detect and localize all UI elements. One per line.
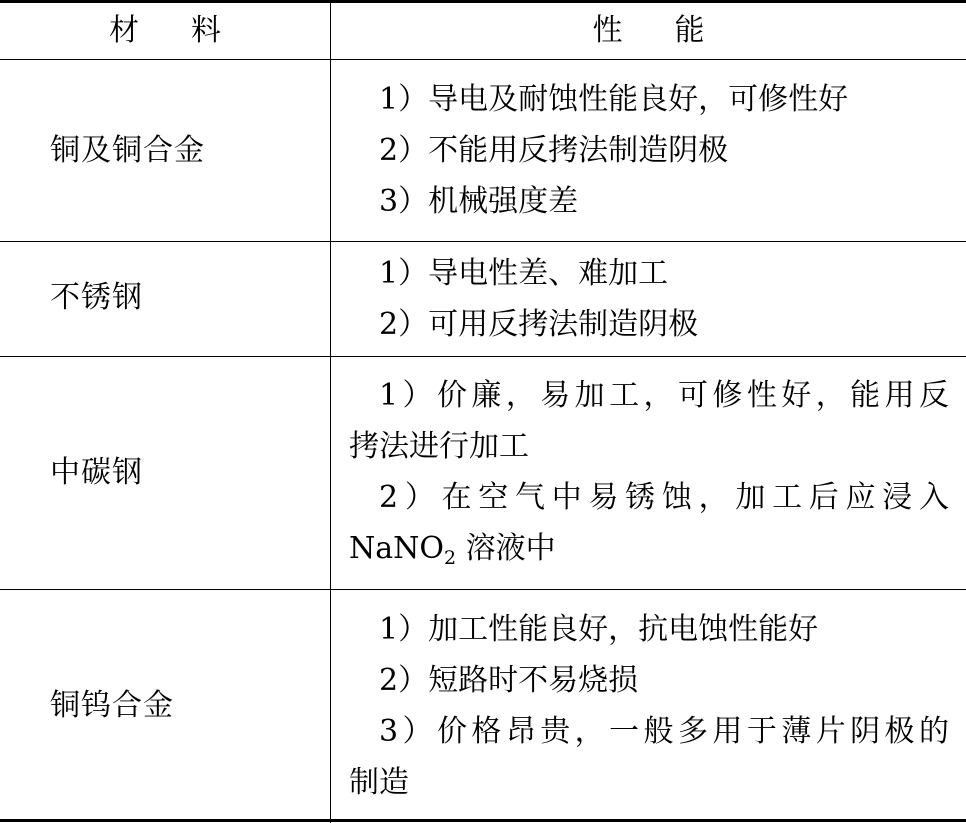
chemical-formula: NaNO — [349, 531, 444, 566]
table-bottom-rule — [0, 819, 966, 822]
property-line: 2）短路时不易烧损 — [379, 663, 639, 698]
column-divider — [330, 0, 331, 823]
property-line: 制造 — [349, 765, 409, 800]
property-line: 3）机械强度差 — [379, 184, 579, 219]
header-divider — [0, 59, 966, 60]
header-performance: 性能 — [592, 13, 757, 48]
header-material-cell — [0, 6, 330, 56]
property-line: 2）可用反拷法制造阴极 — [379, 307, 699, 342]
properties-copper-tungsten-alloy — [349, 604, 949, 808]
header-performance-cell — [331, 6, 966, 56]
property-line: 3）价格昂贵，一般多用于薄片阴极的 — [379, 714, 949, 749]
property-line: 拷法进行加工 — [349, 429, 529, 464]
property-line: 2）不能用反拷法制造阴极 — [379, 133, 729, 168]
properties-stainless-steel — [349, 248, 949, 350]
material-stainless-steel: 不锈钢 — [50, 280, 143, 315]
property-line: 1）价廉，易加工，可修性好，能用反 — [379, 378, 949, 413]
row-divider — [0, 589, 966, 590]
properties-medium-carbon-steel — [349, 370, 949, 574]
material-copper-tungsten-alloy: 铜钨合金 — [50, 688, 174, 723]
property-line: 1）导电性差、难加工 — [379, 256, 669, 291]
formula-subscript: 2 — [443, 547, 457, 569]
property-line: 2）在空气中易锈蚀，加工后应浸入 — [379, 480, 949, 515]
property-line: 1）加工性能良好，抗电蚀性能好 — [379, 612, 819, 647]
property-text: 溶液中 — [456, 531, 556, 566]
material-copper-alloy: 铜及铜合金 — [50, 133, 205, 168]
row-divider — [0, 356, 966, 357]
header-material: 材料 — [109, 13, 273, 48]
table-top-rule — [0, 0, 966, 3]
material-medium-carbon-steel: 中碳钢 — [50, 455, 143, 490]
property-line: 1）导电及耐蚀性能良好，可修性好 — [379, 82, 849, 117]
properties-copper-alloy — [349, 74, 949, 227]
row-divider — [0, 241, 966, 242]
property-line — [349, 523, 949, 574]
